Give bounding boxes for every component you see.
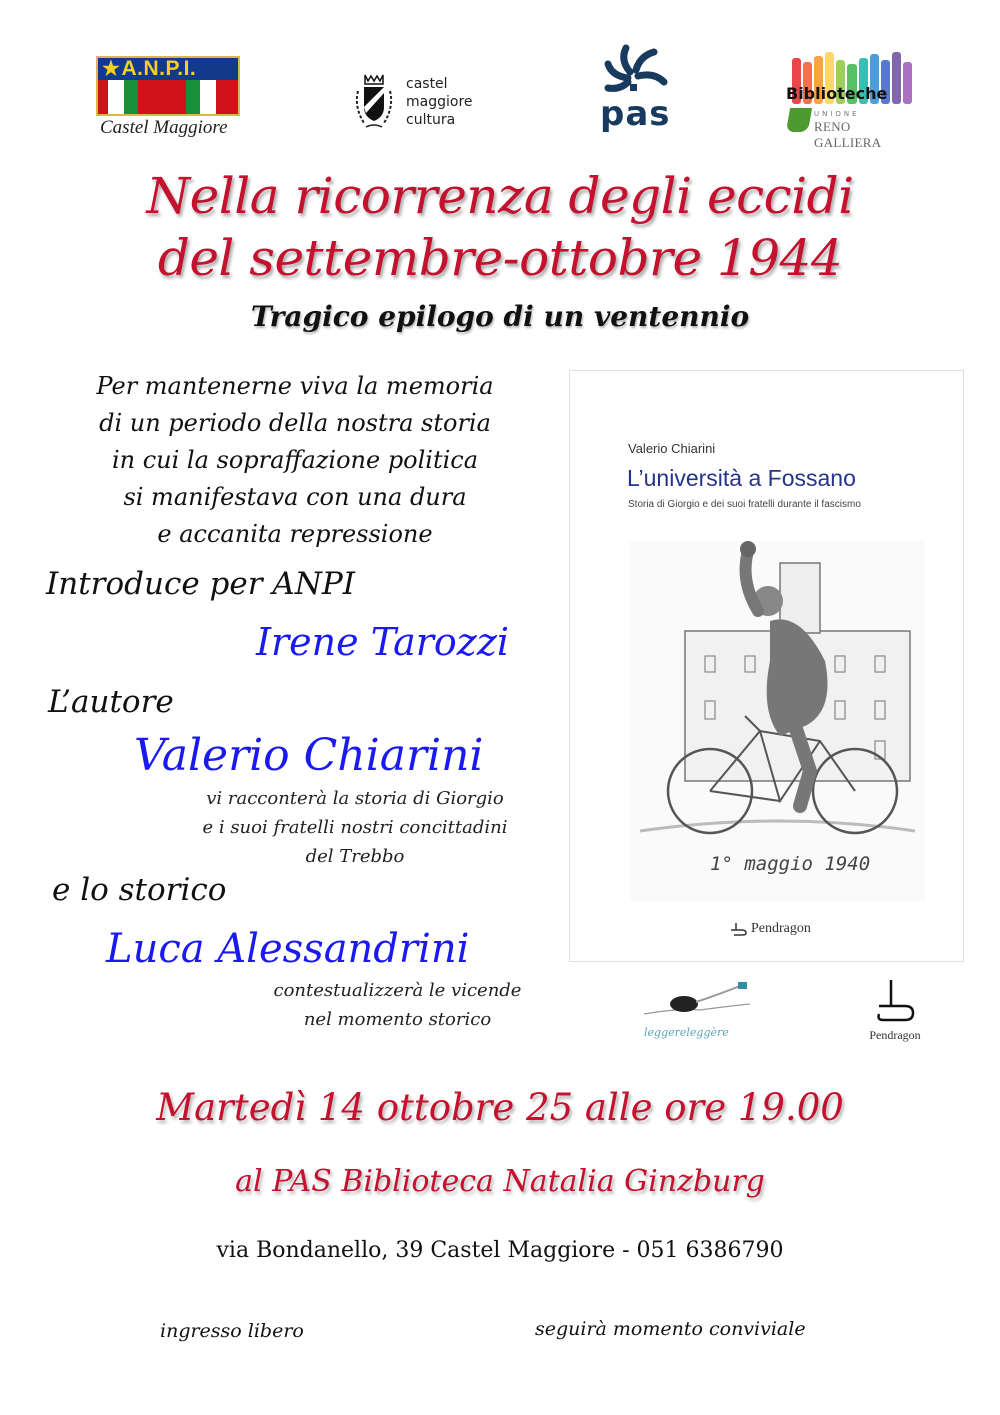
crest-icon [352,71,396,133]
pendragon-logo [860,978,930,1048]
unione-label: UNIONE [814,110,860,118]
author-description [170,784,540,871]
book-cover [569,370,964,962]
star-icon: ★ [102,58,121,80]
historian-name: Luca Alessandrini [106,926,470,972]
entry-note: ingresso libero [160,1320,304,1342]
author-desc-line: vi racconterà la storia di Giorgio [206,788,504,809]
author-desc-line: del Trebbo [305,846,405,867]
cmc-line-1: castel [406,76,448,92]
event-venue: al PAS Biblioteca Natalia Ginzburg [235,1164,765,1199]
book-publisher-label: Pendragon [751,921,811,936]
intro-line: e accanita repressione [157,520,433,548]
unione-u-icon [786,108,812,132]
title-line-1: Nella ricorrenza degli eccidi [146,167,854,225]
event-date: Martedì 14 ottobre 25 alle ore 19.00 [156,1086,844,1129]
author-name: Valerio Chiarini [134,730,484,781]
pas-logo-text: pas [600,94,671,134]
cmc-line-2: maggiore [406,94,473,110]
intro-line: si manifestava con una dura [123,483,467,511]
introducer-name: Irene Tarozzi [256,620,509,664]
pas-swirl-icon [598,42,672,98]
historian-description [240,976,555,1034]
introduce-label: Introduce per ANPI [46,566,356,602]
pas-logo [598,42,672,134]
pendragon-mark-icon [730,922,748,936]
italian-flag-stripes [98,80,238,114]
intro-line: in cui la sopraffazione politica [111,446,479,474]
reno-galliera-label: RENO GALLIERA [814,119,882,150]
leggereleggere-logo [640,978,756,1048]
castel-maggiore-cultura-logo [352,62,512,142]
pendragon-label: Pendragon [869,1028,921,1042]
author-desc-line: e i suoi fratelli nostri concittadini [202,817,508,838]
ostrich-illustration-icon [640,978,756,1026]
historian-label: e lo storico [52,872,227,908]
illustration-caption: 1° maggio 1940 [710,853,871,875]
anpi-caption: Castel Maggiore [100,117,228,138]
historian-desc-line: contestualizzerà le vicende [273,980,522,1001]
biblioteche-logo [784,52,914,150]
book-author: Valerio Chiarini [628,441,716,456]
historian-desc-line: nel momento storico [303,1009,492,1030]
biblioteche-title: Biblioteche [786,84,888,103]
followup-note: seguirà momento conviviale [535,1318,806,1340]
title-line-2: del settembre-ottobre 1944 [157,229,843,287]
anpi-logo [96,56,244,139]
pendragon-mark-icon [875,978,915,1026]
cyclist-illustration [630,541,925,901]
intro-paragraph [40,368,550,553]
author-label: L’autore [48,684,174,720]
intro-line: di un periodo della nostra storia [99,409,491,437]
event-address: via Bondanello, 39 Castel Maggiore - 051 6386790 [216,1238,784,1263]
intro-line: Per mantenerne viva la memoria [96,372,494,400]
book-title: L’università a Fossano [627,465,856,491]
leggereleggere-label: leggereleggère [644,1026,729,1039]
cmc-line-3: cultura [406,112,456,128]
book-subtitle: Storia di Giorgio e dei suoi fratelli durante il fascismo [628,499,861,510]
anpi-logo-text: A.N.P.I. [121,57,197,80]
anpi-badge [96,56,240,116]
subtitle: Tragico epilogo di un ventennio [250,300,750,333]
book-publisher [730,921,811,937]
